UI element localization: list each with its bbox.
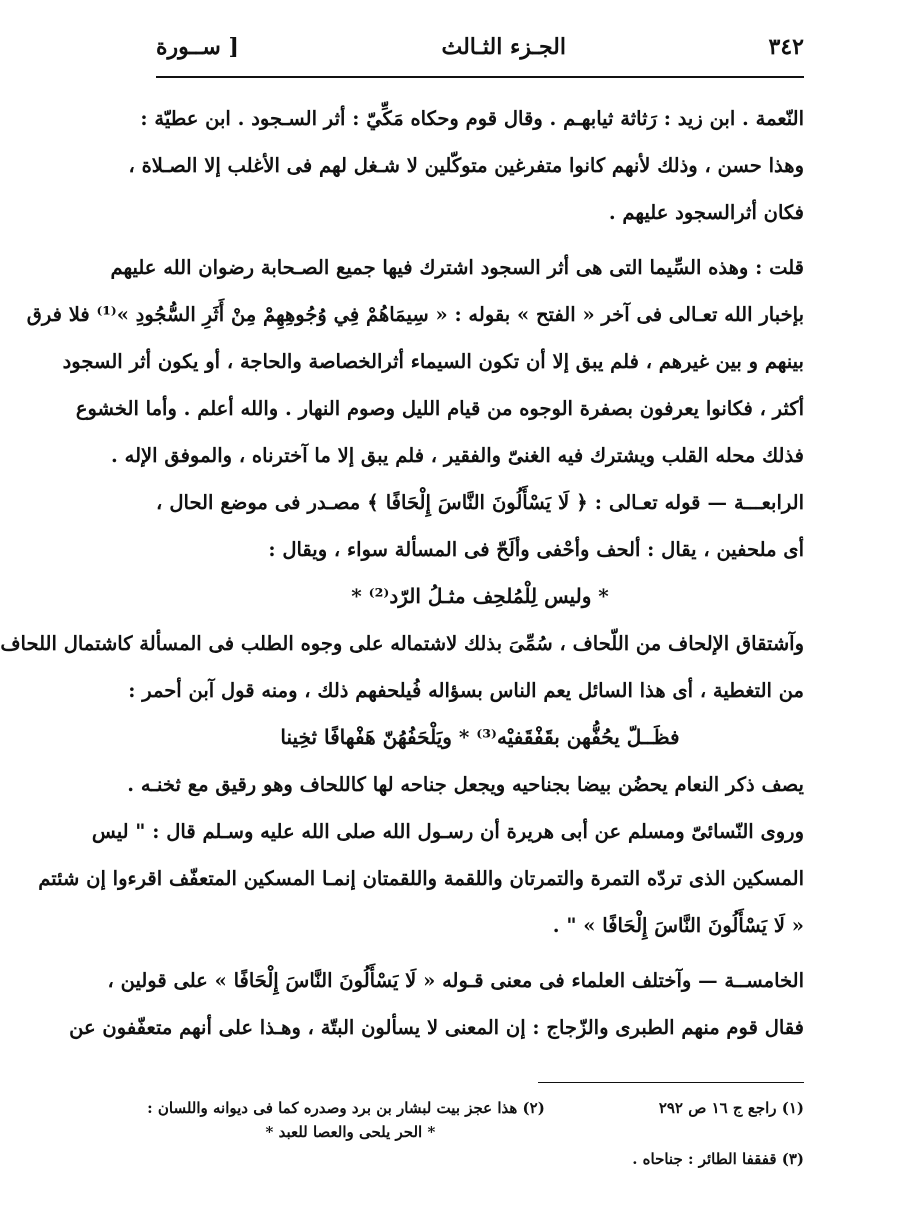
running-title: الجـزء الثـالث [441, 34, 566, 60]
text-line: الرابعـــة — قوله تعـالى : ﴿ لَا يَسْأَلُونَ النَّاسَ إِلْحَافًا ﴾ مصـدر فى موضع الحال ، [156, 491, 804, 514]
text-line: أكثر ، فكانوا يعرفون بصفرة الوجوه من قيام الليل وصوم النهار . والله أعلم . وأما الخشوع [75, 397, 804, 420]
text-line: بينهم و بين غيرهم ، فلم يبق إلا أن تكون السيماء أثرالخصاصة والحاجة ، أو يكون أثر السجود [62, 350, 804, 373]
main-text [0, 95, 804, 1051]
sura-label: [ ســورة [156, 34, 239, 60]
footnote-1: (١) راجع ج ١٦ ص ٢٩٢ [658, 1099, 804, 1117]
page-number: ٣٤٢ [768, 34, 804, 60]
text-line: قلت : وهذه السِّيما التى هى أثر السجود اشترك فيها جميع الصـحابة رضوان الله عليهم [110, 256, 804, 279]
text-line: أى ملحفين ، يقال : ألحف وأحْفى وألَحّ فى المسألة سواء ، ويقال : [268, 538, 804, 561]
verse-line: فظَــلّ يحُفُّهن بقَفْقَفيْه⁽³⁾ * ويَلْحَفُهُنّ هَفْهافًا ثخِينا [280, 725, 680, 749]
text-line: وهذا حسن ، وذلك لأنهم كانوا متفرغين متوكّلين لا شـغل لهم فى الأغلب إلا الصـلاة ، [128, 154, 804, 177]
text-line: الخامســة — وآختلف العلماء فى معنى قـوله « لَا يَسْأَلُونَ النَّاسَ إِلْحَافًا » على قولين ، [107, 969, 804, 992]
text-line: من التغطية ، أى هذا السائل يعم الناس بسؤاله فُيلحفهم ذلك ، ومنه قول آبن أحمر : [128, 679, 804, 702]
text-line: وآشتقاق الإلحاف من اللّحاف ، سُمِّىَ بذلك لاشتماله على وجوه الطلب فى المسألة كاشتمال اللحاف [0, 632, 804, 655]
verse-line: * وليس لِلْمُلحِف مثـلُ الرّد⁽²⁾ * [351, 584, 609, 608]
footnotes [147, 1096, 804, 1174]
text-line: النّعمة . ابن زيد : رَثاثة ثيابهـم . وقال قوم وحكاه مَكِّيّ : أثر السـجود . ابن عطيّة : [140, 107, 804, 130]
text-line: المسكين الذى تردّه التمرة والتمرتان واللقمة واللقمتان إنمـا المسكين المتعفّف اقرءوا إن شئتم [38, 867, 804, 890]
text-line: بإخبار الله تعـالى فى آخر « الفتح » بقوله : « سِيمَاهُمْ فِي وُجُوهِهِمْ مِنْ أَثَرِ السُّجُودِ »⁽¹⁾ فلا فرق [26, 303, 804, 326]
text-line: فكان أثرالسجود عليهم . [608, 201, 804, 224]
footnote-rule [538, 1082, 804, 1083]
footnote-3: (٣) قفقفا الطائر : جناحاه . [632, 1150, 804, 1168]
footnote-2-verse: * الحر يلحى والعصا للعبد * [265, 1123, 436, 1141]
footnote-2: (٢) هذا عجز بيت لبشار بن برد وصدره كما فى ديوانه واللسان : [147, 1099, 545, 1117]
text-line: يصف ذكر النعام يحضُن بيضا بجناحيه ويجعل جناحه لها كاللحاف وهو رقيق مع ثخنـه . [127, 773, 804, 796]
text-line: « لَا يَسْأَلُونَ النَّاسَ إِلْحَافًا » " . [552, 914, 804, 937]
page-header [156, 30, 804, 64]
text-line: فذلك محله القلب ويشترك فيه الغنىّ والفقير ، فلم يبق إلا ما آخترناه ، والموفق الإله . [111, 444, 804, 467]
text-line: وروى النّسائىّ ومسلم عن أبى هريرة أن رسـول الله صلى الله عليه وسـلم قال : " ليس [91, 820, 804, 843]
text-line: فقال قوم منهم الطبرى والزّجاج : إن المعنى لا يسألون البتّة ، وهـذا على أنهم متعفّفون عن [69, 1016, 804, 1039]
header-rule [156, 76, 804, 78]
